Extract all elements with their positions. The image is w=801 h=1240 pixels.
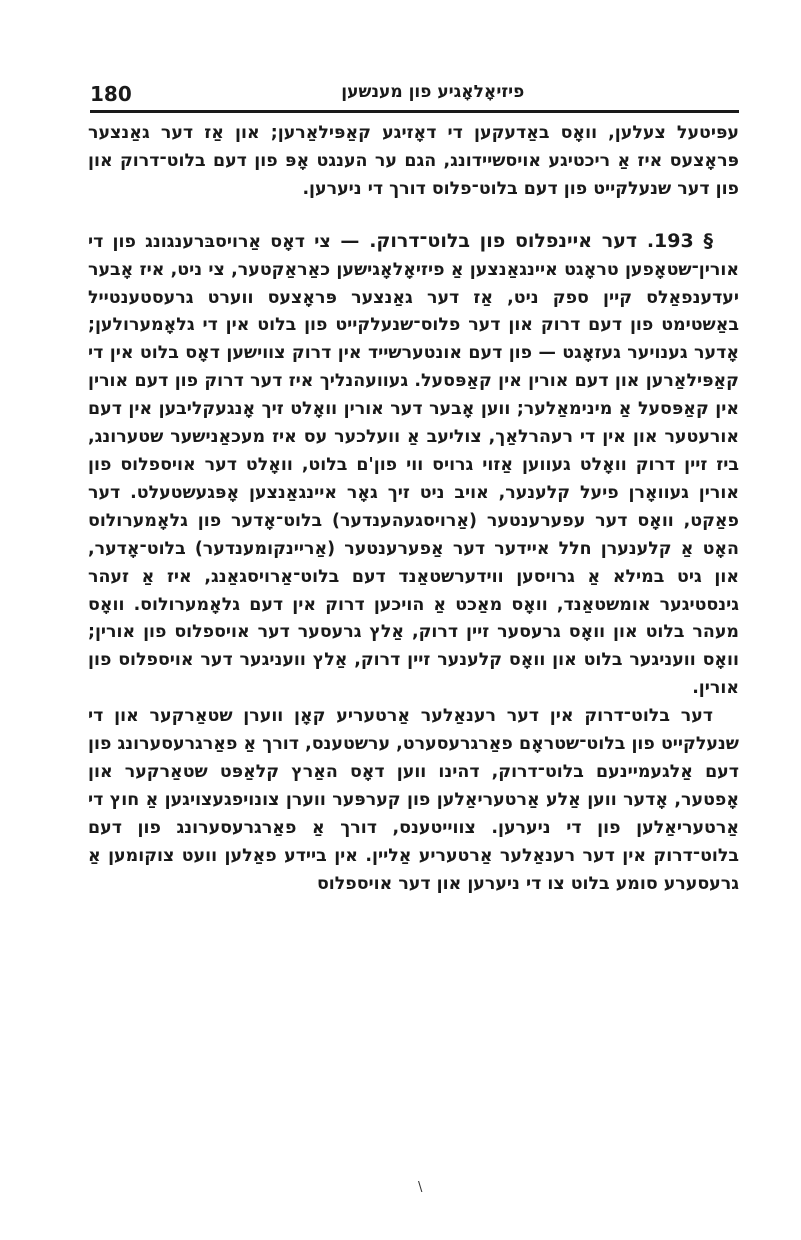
footer-mark: \ xyxy=(418,1180,423,1195)
paragraph-section-193 xyxy=(88,228,739,703)
paragraph-continuation xyxy=(88,120,739,204)
paragraph-text: עפּיטעל צעלען, וואָס באַדעקען די דאָזיגע קאַפּילאַרען; און אַז דער גאַנצער פּראָצעס איז אַ ריכטיגע אויסשיידונג, הגם ער הענגט אָפּ פון דעם בלוט־דרוק און פון דער שנעלקייט פון דעם בלוט־פלוס דורך די ניערען. xyxy=(88,123,739,199)
paragraph-text: צי דאָס אַרויסבּרענגונג פון די אורין־שטאָפען טראָגט איינגאַנצען אַ פיזיאָלאָגישען כאַראַקטער, צי ניט, איז אָבער יעדענפאַלס קיין ספק ניט, אַז דער גאַנצער פּראָצעס ווערט גרעסטענטייל באַשטימט פון דעם דרוק און דער פלוס־שנעלקייט פון בלוט אין די גלאָמערולען; אָדער גענויער געזאָגט — פון דעם אונטערשייד אין דרוק צווישען דאָס בלוט אין די קאַפּילאַרען און דעם אורין אין קאַפּסעל. געוועהנליך איז דער דרוק פון דעם אורין אין קאַפּסעל אַ מינימאַלער; ווען אָבער דער אורין וואָלט זיך אָנגעקליבען אין דעם אורעטער און אין די רעהרלאַך, צוליעב אַ וועלכער עס איז מעכאַנישער שטערונג, ביז זיין דרוק וואָלט געווען אַזוי גרויס ווי פון'ם בלוט, וואָלט דער אויספלוס פון אורין געוואָרן פיעל קלענער, אויב ניט זיך גאָר איינגאַנצען אָפּגעשטעלט. דער פאַקט, וואָס דער עפערענטער (אַרויסגעהענדער) בלוט־אָדער פון גלאָמערולוס האָט אַ קלענערן חלל איידער דער אַפערענטער (אַריינקומענדער) בלוט־אָדער, און גיט במילא אַ גרויסען ווידערשטאַנד דעם בלוט־אַרויסגאַנג, איז אַ זעהר גינסטיגער אומשטאַנד, וואָס מאַכט אַ הויכען דרוק אין דעם גלאָמערולוס. וואָס מעהר בלוט און וואָס גרעסער זיין דרוק, אַלץ גרעסער דער אויספלוס פון אורין; וואָס וועניגער בלוט און וואָס קלענער זיין דרוק, אַלץ וועניגער דער אויספלוס פון אורין. xyxy=(88,231,739,699)
paragraph-body xyxy=(88,703,739,898)
paragraph-text: דער בלוט־דרוק אין דער רענאַלער אַרטעריע קאָן ווערן שטאַרקער און די שנעלקייט פון בלוט־שטראָם פאַרגרעסערט, ערשטענס, דורך אַ פאַרגרעסערונג פון דעם אַלגעמיינעם בלוט־דרוק, דהינו ווען דאָס האַרץ קלאַפּט שטאַרקער און אָפטער, אָדער ווען אַלע אַרטעריאַלען פון קערפּער ווערן צונויפגעצויגען אַ חוץ די אַרטעריאַלען פון די ניערען. צווייטענס, דורך אַ פאַרגרעסערונג פון דעם בלוט־דרוק אין דער רענאַלער אַרטעריע אַליין. אין ביידע פאַלען וועט צוקומען אַ גרעסערע סומע בלוט צו די ניערען און דער אויספלוס xyxy=(88,706,739,894)
section-title: § 193. דער איינפלוס פון בלוט־דרוק. — xyxy=(330,229,713,252)
running-head: פיזיאָלאָגיע פון מענשען xyxy=(341,82,525,102)
body-text xyxy=(88,120,739,898)
header-rule xyxy=(90,110,739,113)
page-number: 180 xyxy=(90,82,132,106)
